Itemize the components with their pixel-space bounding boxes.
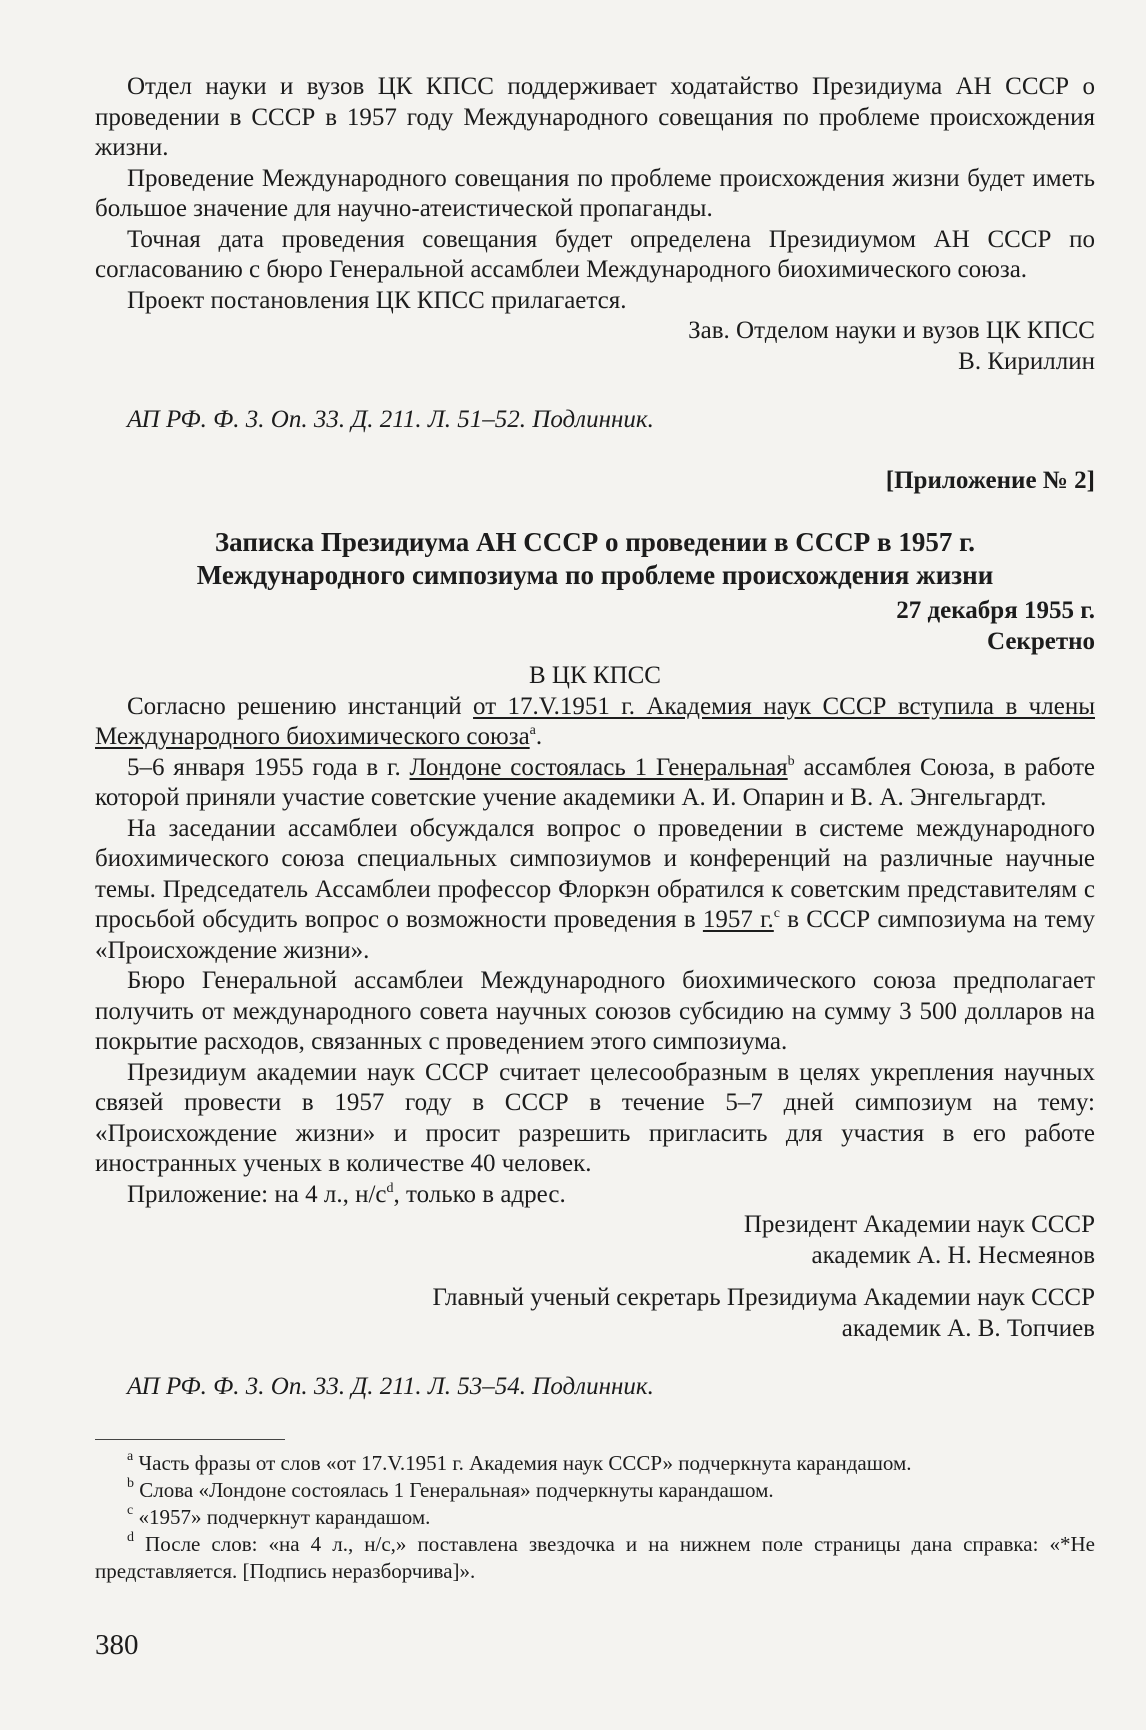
footnote-divider xyxy=(95,1439,285,1440)
title-line-2: Международного симпозиума по проблеме происхождения жизни xyxy=(196,560,994,590)
body-text: На заседании ассамблеи обсуждался вопрос о проведении в системе международного биохимического союза специальных симпозиумов и конференций на различные научные темы. Председатель Ассамблеи профессор Флоркэн обратился к советским представителям с просьбой обсудить вопрос о возможности проведения в xyxy=(95,814,1095,933)
classification-stamp: Секретно xyxy=(986,627,1095,655)
footnote-mark: b xyxy=(127,1475,134,1491)
signature-position: Зав. Отделом науки и вузов ЦК КПСС xyxy=(688,317,1095,344)
pencil-underlined-text: от 17.V.1951 г. Академия наук СССР вступила в члены Международного биохимического союза xyxy=(95,692,1095,750)
archive-reference-1: АП РФ. Ф. 3. Оп. 33. Д. 211. Л. 51–52. Подлинник. xyxy=(127,406,654,433)
signature-2-title: Главный ученый секретарь Президиума Академии наук СССР xyxy=(432,1284,1095,1311)
body-text: . xyxy=(535,723,543,750)
footnote-mark: c xyxy=(773,906,781,921)
intro-paragraph-1: Отдел науки и вузов ЦК КПСС поддерживает ходатайство Президиума АН СССР о проведении в СССР в 1957 году Международного совещания по проблеме происхождения жизни. xyxy=(95,73,1095,161)
footnote-mark: d xyxy=(127,1529,134,1545)
footnote-c xyxy=(95,1504,1095,1531)
footnote-text: «1957» подчеркнут карандашом. xyxy=(133,1504,431,1529)
footnote-mark: a xyxy=(127,1448,134,1464)
document-title xyxy=(95,526,1095,592)
body-paragraph-2 xyxy=(95,753,1095,814)
signature-2-name: академик А. В. Топчиев xyxy=(841,1314,1095,1342)
intro-paragraph-3: Точная дата проведения совещания будет определена Президиумом АН СССР по согласованию с бюро Генеральной ассамблеи Международного биохимического союза. xyxy=(95,225,1095,283)
document-date: 27 декабря 1955 г. xyxy=(896,597,1095,624)
body-text: 5–6 января 1955 года в г. xyxy=(127,753,410,781)
footnote-mark: b xyxy=(787,753,795,769)
body-text: , только в адрес. xyxy=(393,1180,566,1208)
footnote-text: Часть фразы от слов «от 17.V.1951 г. Академия наук СССР» подчеркнута карандашом. xyxy=(133,1450,912,1475)
footnote-b xyxy=(95,1477,1095,1504)
body-paragraph-1 xyxy=(95,692,1095,753)
intro-paragraph-4: Проект постановления ЦК КПСС прилагается. xyxy=(127,286,627,314)
body-text: в СССР симпозиума на тему «Происхождение жизни». xyxy=(95,906,1095,964)
footnote-text: Слова «Лондоне состоялась 1 Генеральная» подчеркнуты карандашом. xyxy=(134,1477,774,1502)
archive-reference-2: АП РФ. Ф. 3. Оп. 33. Д. 211. Л. 53–54. Подлинник. xyxy=(127,1373,654,1400)
footnote-d xyxy=(95,1531,1095,1585)
main-text xyxy=(95,72,1095,1585)
signature-name: В. Кириллин xyxy=(958,347,1095,375)
body-paragraph-5: Президиум академии наук СССР считает целесообразным в целях укрепления научных связей провести в 1957 году в СССР в течение 5–7 дней симпозиум на тему: «Происхождение жизни» и просит разрешить пригласить для участия в его работе иностранных ученых в количестве 40 человек. xyxy=(95,1058,1095,1177)
pencil-underlined-text: Лондоне состоялась 1 Генеральная xyxy=(409,753,788,781)
title-line-1: Записка Президиума АН СССР о проведении в СССР в 1957 г. xyxy=(214,527,976,557)
page-number: 380 xyxy=(95,1629,139,1661)
signature-1-title: Президент Академии наук СССР xyxy=(743,1211,1095,1238)
body-text: Приложение: на 4 л., н/с xyxy=(127,1180,387,1208)
body-paragraph-3 xyxy=(95,814,1095,967)
appendix-label: [Приложение № 2] xyxy=(885,466,1095,494)
footnote-mark: c xyxy=(127,1502,134,1518)
signature-1-name: академик А. Н. Несмеянов xyxy=(811,1241,1095,1269)
footnote-a xyxy=(95,1450,1095,1477)
body-text: ассамблея Союза, в работе которой приняли участие советские учение академики А. И. Опарин и В. А. Энгельгардт. xyxy=(95,753,1095,811)
footnotes xyxy=(95,1450,1095,1585)
attachment-note xyxy=(95,1180,1095,1211)
pencil-underlined-text: 1957 г. xyxy=(702,906,774,933)
intro-paragraph-2: Проведение Международного совещания по проблеме происхождения жизни будет иметь большое значение для научно-атеистической пропаганды. xyxy=(95,164,1095,222)
footnote-mark: d xyxy=(386,1180,394,1196)
footnote-text: После слов: «на 4 л., н/с,» поставлена звездочка и на нижнем поле страницы дана справка: «*Не представляется. [Подпись неразборчива]». xyxy=(95,1531,1095,1583)
body-text: Согласно решению инстанций xyxy=(127,692,474,720)
addressee: В ЦК КПСС xyxy=(529,662,661,689)
footnote-mark: a xyxy=(529,723,536,738)
body-paragraph-4: Бюро Генеральной ассамблеи Международного биохимического союза предполагает получить от международного совета научных союзов субсидию на сумму 3 500 долларов на покрытие расходов, связанных с проведением этого симпозиума. xyxy=(95,967,1095,1055)
